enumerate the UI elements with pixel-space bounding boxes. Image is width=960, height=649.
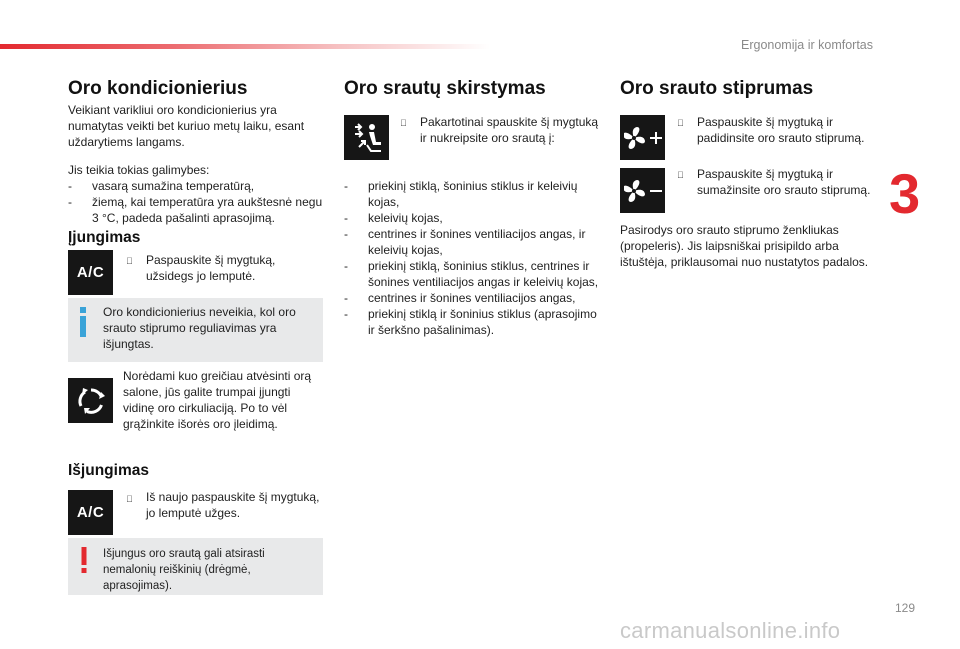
fan-increase-button[interactable]	[620, 115, 665, 160]
list-item: - keleivių kojas,	[344, 210, 600, 226]
ac-intro: Veikiant varikliui oro kondicionierius yra numatytas veikti bet kuriuo metų laiku, esant uždarytiems langams.	[68, 103, 305, 149]
section-title-distribution: Oro srautų skirstymas	[344, 78, 546, 99]
page-number: 129	[895, 601, 916, 615]
ac-off-instruction: Iš naujo paspauskite šį mygtuką, jo lemputė užges.	[146, 490, 320, 520]
list-item: - priekinį stiklą ir šoninius stiklus (aprasojimo ir šerkšno pašalinimas).	[344, 306, 600, 338]
warning-note-text: Išjungus oro srautą gali atsirasti nemalonių reiškinių (drėgmė, aprasojimas).	[103, 548, 265, 592]
info-note-text: Oro kondicionierius neveikia, kol oro srauto stiprumo reguliavimas yra išjungtas.	[103, 305, 296, 351]
info-icon	[78, 307, 88, 337]
fan-indicator-note: Pasirodys oro srauto stiprumo ženkliukas (propeleris). Jis laipsniškai prisipildo arba ištuštėja, priklausomai nuo nustatytos padalos.	[620, 223, 869, 269]
list-item: - vasarą sumažina temperatūrą,	[68, 178, 324, 194]
ac-button-icon: A/C	[76, 264, 105, 281]
distribution-instruction: Pakartotinai spauskite šį mygtuką ir nukreipsite oro srautą į:	[420, 115, 599, 145]
info-note-box	[68, 298, 323, 362]
bullet-icon	[677, 118, 684, 128]
fan-decrease-instruction: Paspauskite šį mygtuką ir sumažinsite oro srauto stiprumą.	[697, 167, 871, 197]
fan-increase-instruction: Paspauskite šį mygtuką ir padidinsite oro srauto stiprumą.	[697, 115, 865, 145]
ac-off-button[interactable]	[68, 490, 113, 535]
air-distribution-icon	[349, 121, 385, 155]
fan-plus-icon	[624, 125, 662, 151]
bullet-icon	[126, 494, 133, 504]
watermark: carmanualsonline.info	[620, 618, 841, 643]
recirculation-button[interactable]	[68, 378, 113, 423]
section-title-ac: Oro kondicionierius	[68, 78, 248, 99]
list-item: - priekinį stiklą, šoninius stiklus ir keleivių kojas,	[344, 178, 600, 210]
list-item: - centrines ir šonines ventiliacijos angas, ir keleivių kojas,	[344, 226, 600, 258]
air-distribution-button[interactable]	[344, 115, 389, 160]
chapter-number: 3	[889, 162, 921, 225]
ac-button-icon: A/C	[76, 504, 105, 521]
bullet-icon	[126, 256, 133, 266]
warning-icon	[81, 547, 87, 573]
list-item: - centrines ir šonines ventiliacijos angas,	[344, 290, 600, 306]
ac-features-list	[68, 178, 324, 226]
ac-button[interactable]	[68, 250, 113, 295]
distribution-options-list	[344, 178, 600, 338]
list-item: - priekinį stiklą, šoninius stiklus, centrines ir šonines ventiliacijos angas ir keleivių kojas,	[344, 258, 600, 290]
ac-features-intro: Jis teikia tokias galimybes:	[68, 163, 210, 177]
bullet-icon	[400, 118, 407, 128]
subsection-title-on: Įjungimas	[68, 229, 141, 246]
fan-decrease-button[interactable]	[620, 168, 665, 213]
fan-minus-icon	[624, 178, 662, 204]
bullet-icon	[677, 170, 684, 180]
warning-note-box	[68, 538, 323, 595]
list-item: - žiemą, kai temperatūra yra aukštesnė negu 3 °C, padeda pašalinti aprasojimą.	[68, 194, 324, 226]
recirculation-note: Norėdami kuo greičiau atvėsinti orą salone, jūs galite trumpai įjungti vidinę oro cirkuliaciją. Po to vėl grąžinkite išorės oro įleidimą.	[123, 369, 312, 431]
recirculation-icon	[74, 384, 108, 418]
subsection-title-off: Išjungimas	[68, 462, 149, 479]
chapter-title: Ergonomija ir komfortas	[741, 38, 873, 52]
section-title-fan: Oro srauto stiprumas	[620, 78, 814, 99]
header-accent-bar	[0, 44, 490, 49]
ac-on-instruction: Paspauskite šį mygtuką, užsidegs jo lemputė.	[146, 253, 276, 283]
